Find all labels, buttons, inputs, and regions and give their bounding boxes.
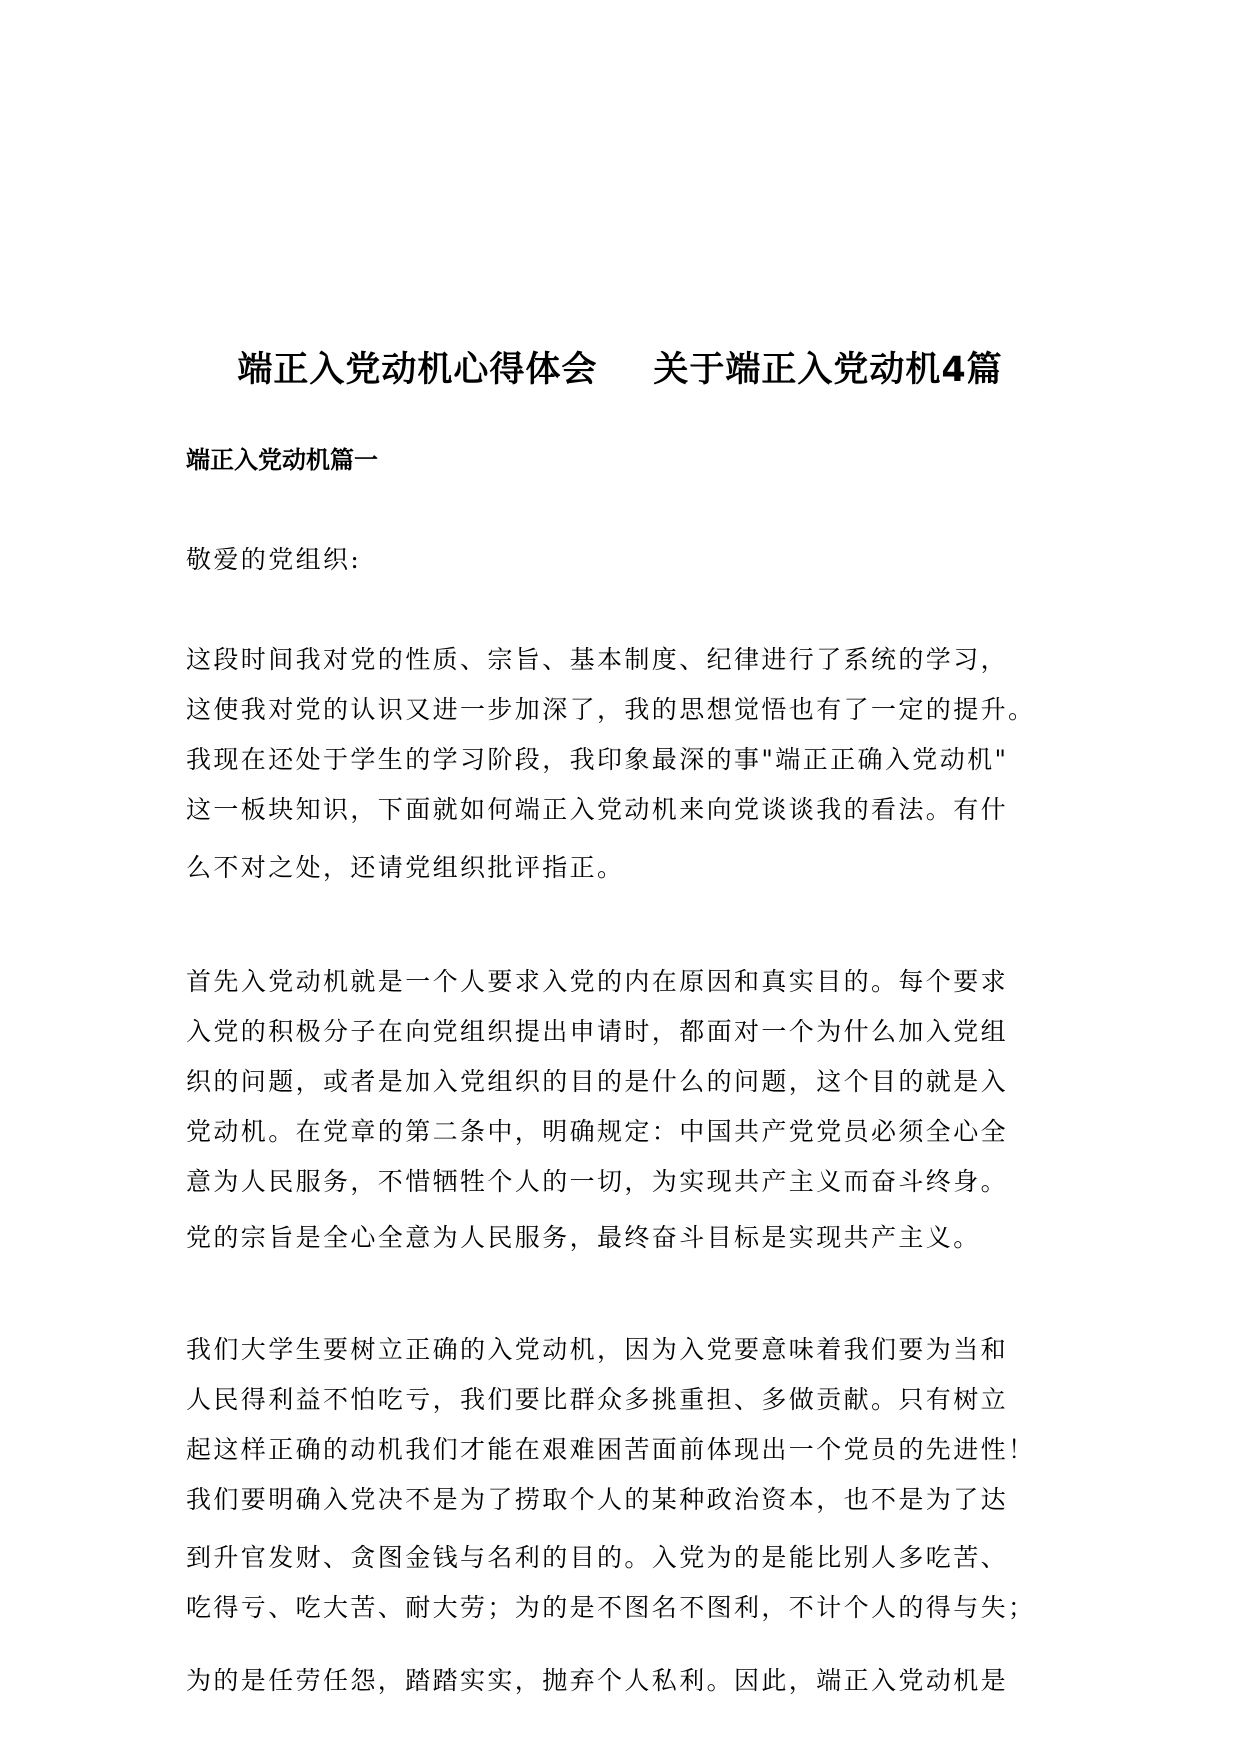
- paragraph-line: 这使我对党的认识又进一步加深了，我的思想觉悟也有了一定的提升。: [186, 695, 1036, 724]
- section-heading: 端正入党动机篇一: [186, 446, 378, 474]
- paragraph-line: 我们要明确入党决不是为了捞取个人的某种政治资本，也不是为了达: [186, 1485, 1009, 1514]
- paragraph-line: 这段时间我对党的性质、宗旨、基本制度、纪律进行了系统的学习，: [186, 645, 1009, 674]
- document-title: [0, 342, 1240, 392]
- paragraph-line: 党的宗旨是全心全意为人民服务，最终奋斗目标是实现共产主义。: [186, 1223, 981, 1252]
- paragraph-line: 这一板块知识，下面就如何端正入党动机来向党谈谈我的看法。有什: [186, 795, 1009, 824]
- salutation: 敬爱的党组织:: [186, 545, 362, 574]
- paragraph-line: 起这样正确的动机我们才能在艰难困苦面前体现出一个党员的先进性！: [186, 1435, 1036, 1464]
- paragraph-line: 首先入党动机就是一个人要求入党的内在原因和真实目的。每个要求: [186, 967, 1009, 996]
- paragraph-line: 意为人民服务，不惜牺牲个人的一切，为实现共产主义而奋斗终身。: [186, 1167, 1009, 1196]
- title-part-2: 关于端正入党动机4篇: [653, 350, 1003, 390]
- paragraph-line: 织的问题，或者是加入党组织的目的是什么的问题，这个目的就是入: [186, 1067, 1009, 1096]
- paragraph-line: 为的是任劳任怨，踏踏实实，抛弃个人私利。因此，端正入党动机是: [186, 1666, 1009, 1695]
- paragraph-line: 入党的积极分子在向党组织提出申请时，都面对一个为什么加入党组: [186, 1017, 1009, 1046]
- paragraph-line: 到升官发财、贪图金钱与名利的目的。入党为的是能比别人多吃苦、: [186, 1543, 1009, 1572]
- paragraph-line: 我们大学生要树立正确的入党动机，因为入党要意味着我们要为当和: [186, 1335, 1009, 1364]
- paragraph-line: 吃得亏、吃大苦、耐大劳；为的是不图名不图利，不计个人的得与失；: [186, 1593, 1036, 1622]
- paragraph-line: 人民得利益不怕吃亏，我们要比群众多挑重担、多做贡献。只有树立: [186, 1385, 1009, 1414]
- paragraph-line: 我现在还处于学生的学习阶段，我印象最深的事"端正正确入党动机": [186, 745, 1009, 774]
- title-part-1: 端正入党动机心得体会: [237, 350, 598, 390]
- paragraph-line: 党动机。在党章的第二条中，明确规定：中国共产党党员必须全心全: [186, 1117, 1009, 1146]
- paragraph-line: 么不对之处，还请党组织批评指正。: [186, 853, 625, 882]
